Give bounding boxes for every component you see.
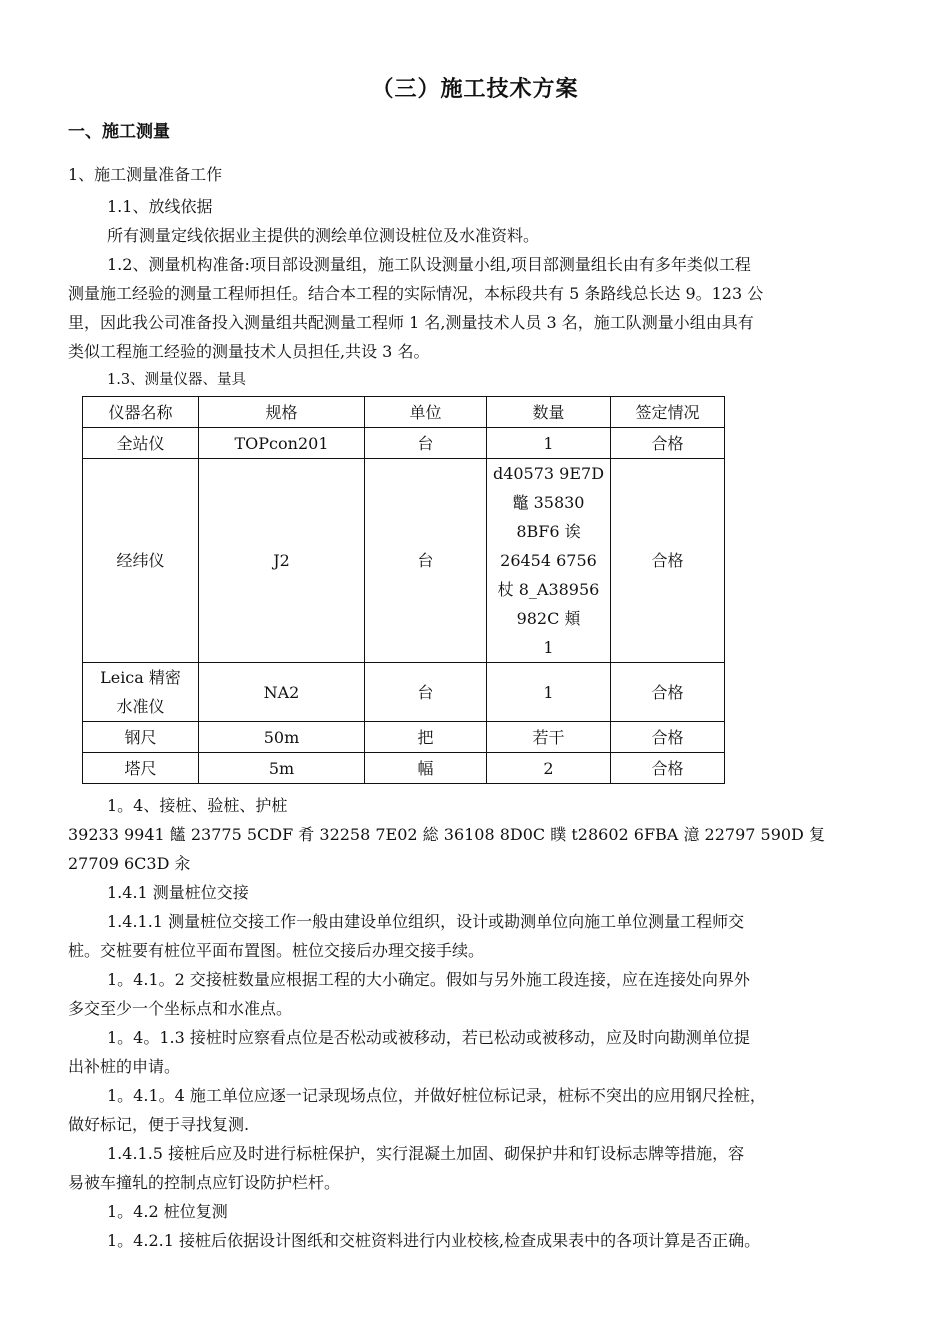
paragraph-line: 类似工程施工经验的测量技术人员担任,共设 3 名。 xyxy=(68,342,430,361)
table-cell: 合格 xyxy=(611,722,725,753)
paragraph-line: 1.4.1.5 接桩后应及时进行标桩保护，实行混凝土加固、砌保护井和钉设标志牌等措施，容 xyxy=(107,1144,745,1163)
column-header: 规格 xyxy=(199,397,365,428)
document-title: （三）施工技术方案 xyxy=(371,77,579,102)
table-cell: 全站仪 xyxy=(83,428,199,459)
paragraph-line: 做好标记，便于寻找复测. xyxy=(68,1115,250,1134)
table-cell: 合格 xyxy=(611,459,725,663)
paragraph: 所有测量定线依据业主提供的测绘单位测设桩位及水准资料。 xyxy=(107,226,540,245)
table-cell: 经纬仪 xyxy=(83,459,199,663)
paragraph-line: 出补桩的申请。 xyxy=(68,1057,181,1076)
column-header: 数量 xyxy=(487,397,611,428)
table-cell: 1 xyxy=(487,428,611,459)
paragraph-line: 1.4.1.1 测量桩位交接工作一般由建设单位组织，设计或勘测单位向施工单位测量工程师交 xyxy=(107,912,745,931)
code-line: 39233 9941 饚 23775 5CDF 肴 32258 7E02 総 36108 8D0C 瞨 t28602 6FBA 澺 22797 590D 复 xyxy=(68,825,825,844)
table-cell: 若干 xyxy=(487,722,611,753)
section-heading: 一、施工测量 xyxy=(68,122,170,142)
paragraph-line: 测量施工经验的测量工程师担任。结合本工程的实际情况，本标段共有 5 条路线总长达 9。123 公 xyxy=(68,284,764,303)
table-header-row xyxy=(83,397,725,428)
table-cell: 台 xyxy=(365,459,487,663)
paragraph-line: 1。4.1。2 交接桩数量应根据工程的大小确定。假如与另外施工段连接，应在连接处向界外 xyxy=(107,970,750,989)
item-heading: 1。4、接桩、验桩、护桩 xyxy=(107,796,288,815)
table-cell: 台 xyxy=(365,428,487,459)
table-cell: d40573 9E7D 鼈 35830 8BF6 诶 26454 6756 杖 8_A38956 982C 頬 1 xyxy=(487,459,611,663)
table-row xyxy=(83,722,725,753)
table-cell: 合格 xyxy=(611,428,725,459)
paragraph-line: 1。4.1。4 施工单位应逐一记录现场点位，并做好桩位标记录，桩标不突出的应用钢尺拴桩， xyxy=(107,1086,766,1105)
table-row xyxy=(83,753,725,784)
paragraph-line: 1。4.2.1 接桩后依据设计图纸和交桩资料进行内业校核,检查成果表中的各项计算是否正确。 xyxy=(107,1231,761,1250)
table-row xyxy=(83,428,725,459)
table-cell: 幅 xyxy=(365,753,487,784)
item-heading: 1.3、测量仪器、量具 xyxy=(107,372,247,388)
table-cell: 50m xyxy=(199,722,365,753)
column-header: 单位 xyxy=(365,397,487,428)
item-heading: 1.4.1 测量桩位交接 xyxy=(107,883,249,902)
table-cell: TOPcon201 xyxy=(199,428,365,459)
code-line: 27709 6C3D 汆 xyxy=(68,854,191,873)
table-cell: 5m xyxy=(199,753,365,784)
paragraph-line: 多交至少一个坐标点和水准点。 xyxy=(68,999,293,1018)
table-row xyxy=(83,459,725,663)
item-heading: 1.1、放线依据 xyxy=(107,197,213,216)
paragraph-line: 1。4。1.3 接桩时应察看点位是否松动或被移动，若已松动或被移动，应及时向勘测单位提 xyxy=(107,1028,750,1047)
table-cell: 1 xyxy=(487,663,611,722)
table-cell: 2 xyxy=(487,753,611,784)
table-cell: J2 xyxy=(199,459,365,663)
table-cell: 塔尺 xyxy=(83,753,199,784)
paragraph-line: 桩。交桩要有桩位平面布置图。桩位交接后办理交接手续。 xyxy=(68,941,485,960)
table-row xyxy=(83,663,725,722)
paragraph-line: 易被车撞轧的控制点应钉设防护栏杆。 xyxy=(68,1173,341,1192)
table-cell: 台 xyxy=(365,663,487,722)
table-cell: 合格 xyxy=(611,753,725,784)
table-cell: Leica 精密 水准仪 xyxy=(83,663,199,722)
paragraph-line: 1.2、测量机构准备:项目部设测量组，施工队设测量小组,项目部测量组长由有多年类似工程 xyxy=(107,255,751,274)
table-cell: 钢尺 xyxy=(83,722,199,753)
column-header: 仪器名称 xyxy=(83,397,199,428)
table-cell: 把 xyxy=(365,722,487,753)
item-heading: 1。4.2 桩位复测 xyxy=(107,1202,228,1221)
column-header: 签定情况 xyxy=(611,397,725,428)
instrument-table xyxy=(82,396,725,784)
table-cell: NA2 xyxy=(199,663,365,722)
subsection-heading: 1、施工测量准备工作 xyxy=(68,165,223,184)
table-cell: 合格 xyxy=(611,663,725,722)
paragraph-line: 里，因此我公司准备投入测量组共配测量工程师 1 名,测量技术人员 3 名，施工队测量小组由具有 xyxy=(68,313,754,332)
